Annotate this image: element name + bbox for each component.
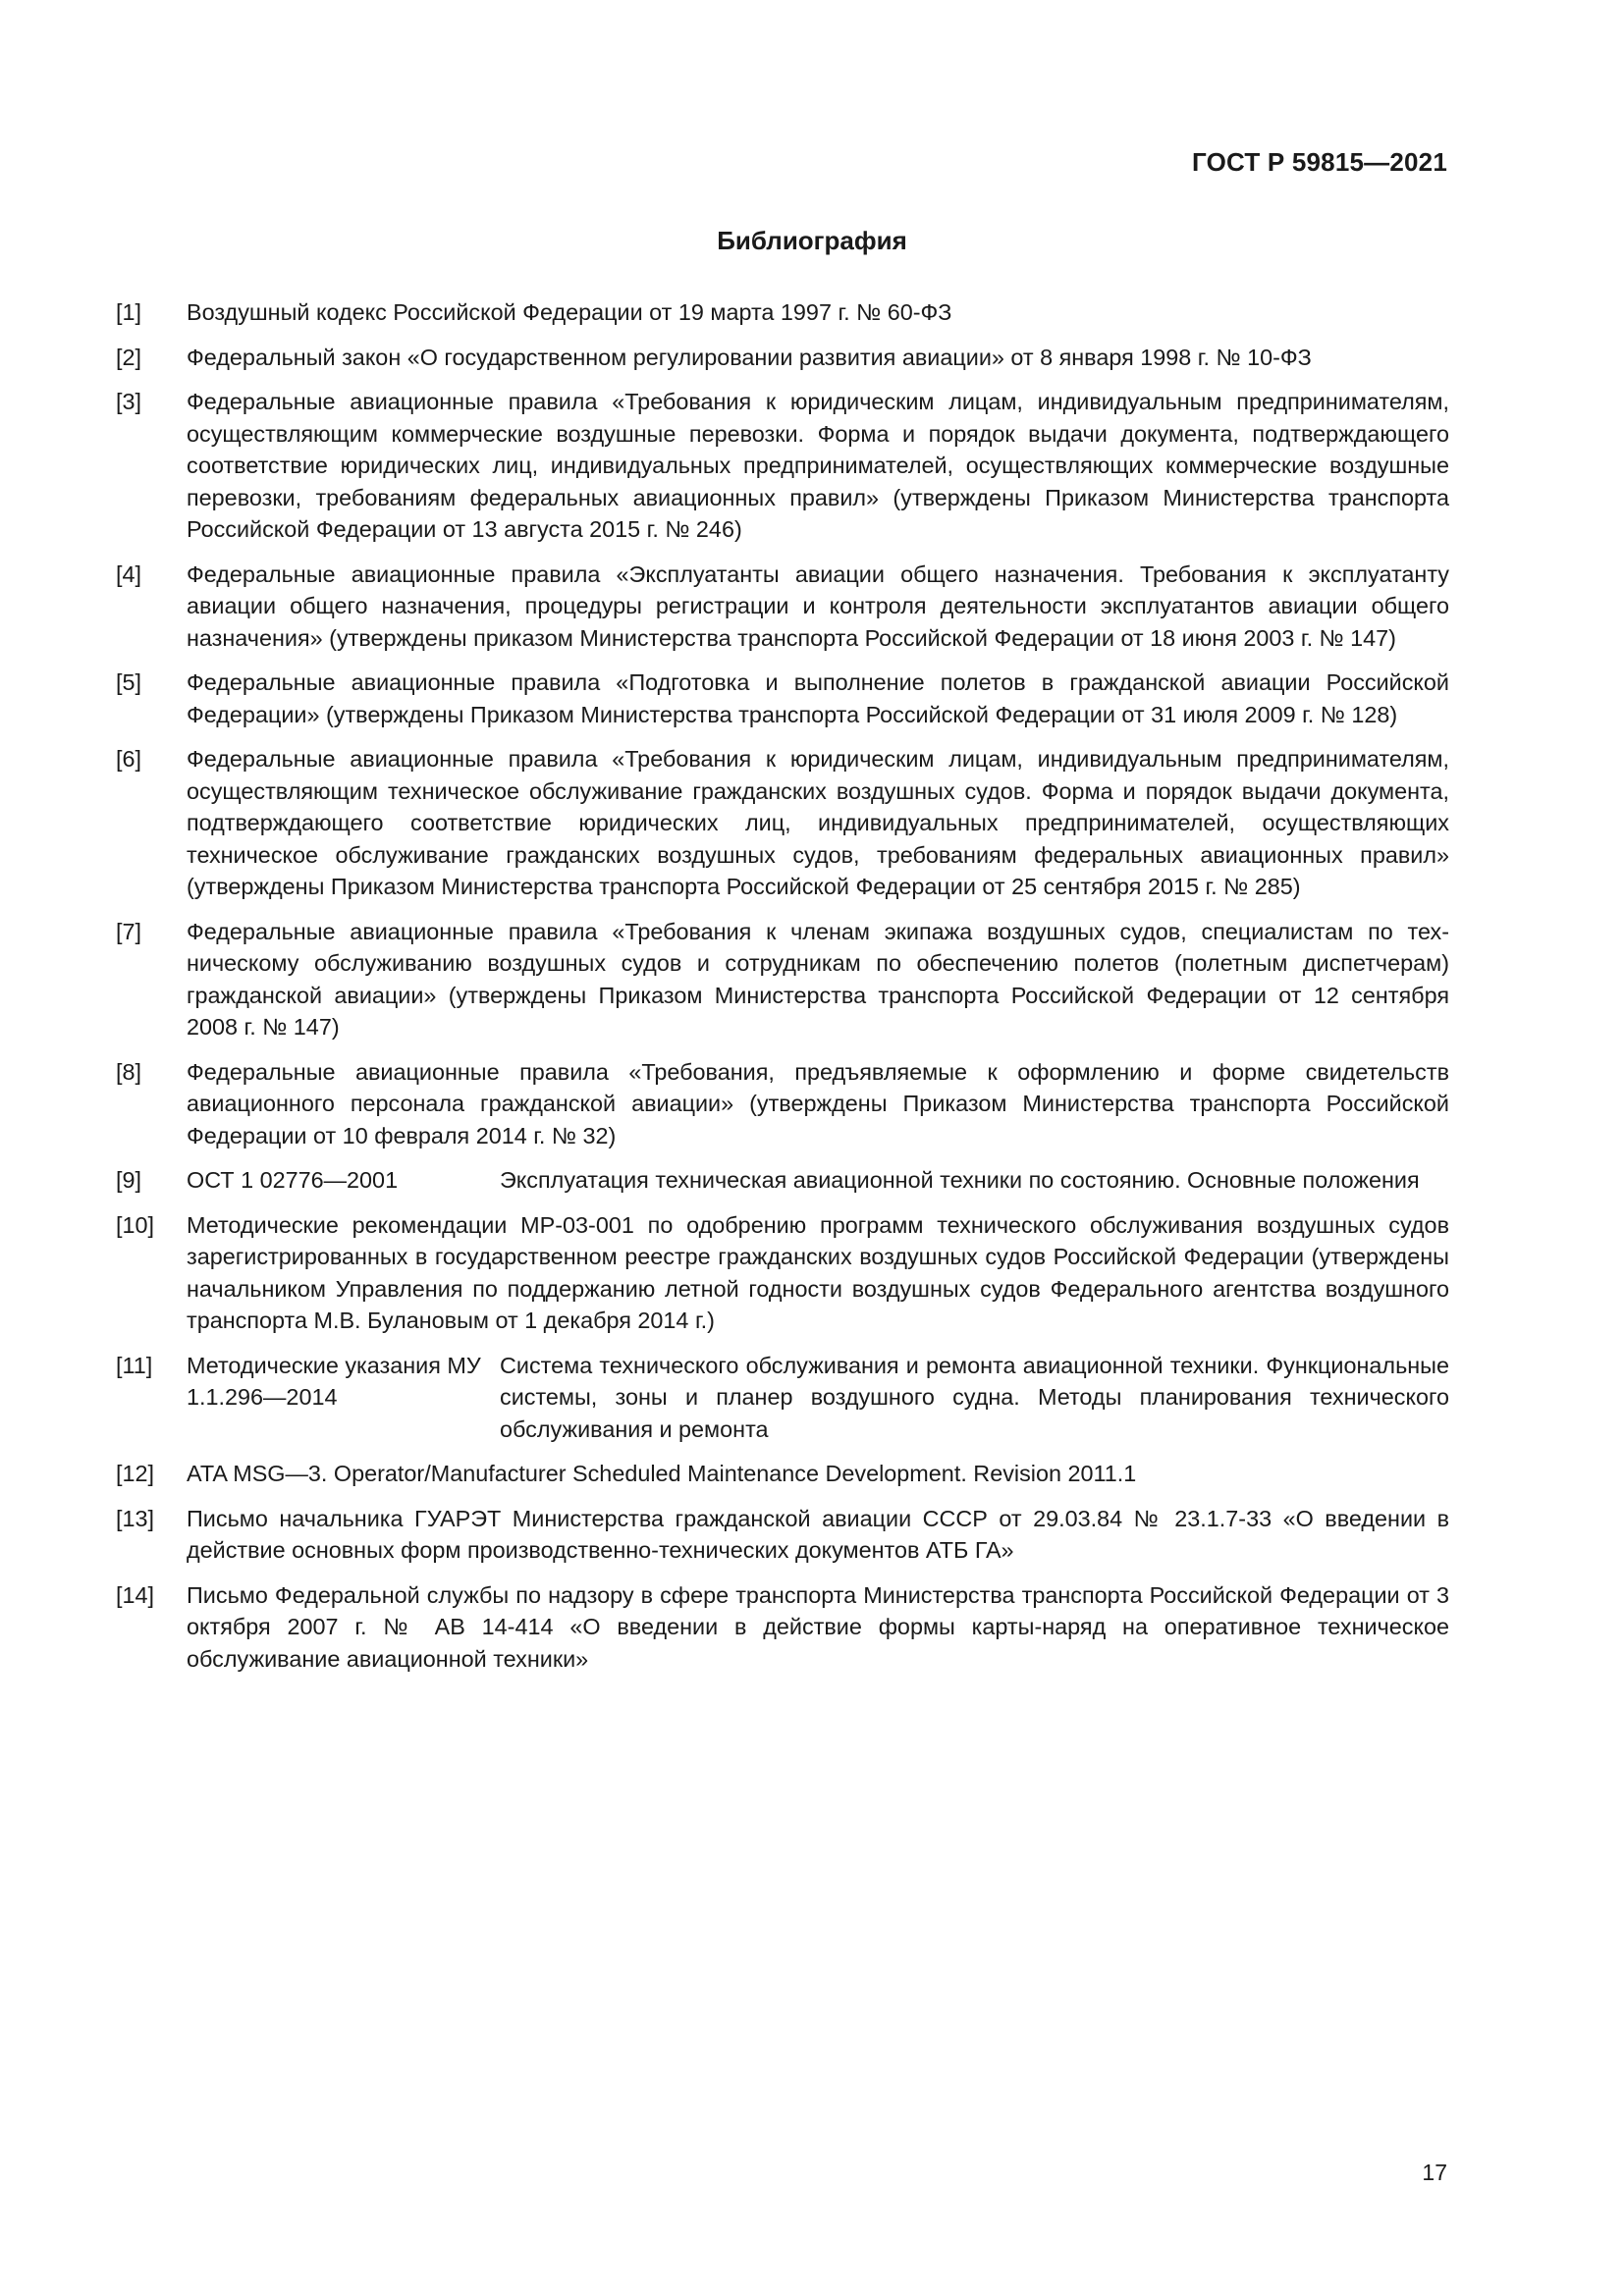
entry-number: [2]: [116, 344, 142, 370]
entry-text: Федеральные авиационные правила «Эксплуатанты авиации общего назначения. Требования к эксплуатанту авиации общего назначения, процедуры регистрации и контроля деятельности эксплуатантов авиации общего назначения» (утверждены приказом Министерства транспорта Российской Федерации от 18 июня 2003 г. № 147): [187, 561, 1449, 651]
entry-number: [1]: [116, 299, 142, 325]
bibliography-entry: [116, 1209, 1449, 1337]
entry-text: Воздушный кодекс Российской Федерации от 19 марта 1997 г. № 60-ФЗ: [187, 299, 952, 325]
bibliography-entry: [116, 1350, 1449, 1446]
bibliography-list: [116, 296, 1449, 1687]
entry-text: Система технического обслуживания и ремонта авиационной техники. Функциональные системы, зоны и планер воздушного судна. Методы планирования технического обслуживания и ремонта: [500, 1352, 1449, 1442]
bibliography-entry: [116, 342, 1449, 374]
bibliography-entry: [116, 386, 1449, 546]
entry-number: [7]: [116, 918, 142, 944]
page-number: 17: [1422, 2160, 1447, 2185]
entry-number: [13]: [116, 1505, 155, 1531]
entry-text: Федеральный закон «О государственном регулировании развития авиации» от 8 января 1998 г. № 10-ФЗ: [187, 344, 1312, 370]
bibliography-entry: [116, 1579, 1449, 1676]
bibliography-entry: [116, 916, 1449, 1043]
entry-number: [11]: [116, 1352, 153, 1378]
entry-number: [3]: [116, 389, 142, 414]
bibliography-entry: [116, 1503, 1449, 1567]
entry-code: Методические указания МУ 1.1.296—2014: [187, 1352, 481, 1410]
entry-text: Федеральные авиационные правила «Требования, предъявляемые к оформлению и форме свидетельств авиационного персонала гражданской авиации» (утверждены Приказом Министерства транспорта Российской Федерации от 10 февраля 2014 г. № 32): [187, 1058, 1449, 1148]
bibliography-entry: [116, 1164, 1449, 1197]
entry-number: [8]: [116, 1058, 142, 1085]
bibliography-entry: [116, 559, 1449, 655]
entry-number: [6]: [116, 746, 142, 772]
bibliography-entry: [116, 1458, 1449, 1490]
entry-text: ATA MSG—3. Operator/Manufacturer Scheduled Maintenance Development. Revision 2011.1: [187, 1461, 1137, 1486]
entry-number: [12]: [116, 1461, 155, 1486]
document-code: ГОСТ Р 59815—2021: [1192, 147, 1447, 177]
entry-text: Письмо начальника ГУАРЭТ Министерства гражданской авиации СССР от 29.03.84 № 23.1.7-33 «О введении в действие основных форм производственно-технических документов АТБ ГА»: [187, 1505, 1449, 1563]
bibliography-entry: [116, 743, 1449, 903]
entry-number: [5]: [116, 669, 142, 695]
entry-number: [14]: [116, 1581, 155, 1608]
bibliography-entry: [116, 296, 1449, 329]
entry-text: Федеральные авиационные правила «Требования к юридическим лицам, индивидуальным предпринимателям, осуществляющим техническое обслуживание гражданских воздушных судов. Форма и порядок выдачи документа, подтверждающего соответствие юридических лиц, индивидуальных предпринимателей, осуществляющих техническое обслуживание гражданских воздушных судов, требованиям федеральных авиационных правил» (утверждены Приказом Министерства транспорта Российской Федерации от 25 сентября 2015 г. № 285): [187, 746, 1449, 899]
entry-number: [10]: [116, 1211, 155, 1238]
entry-text: Федеральные авиационные правила «Требования к членам экипажа воздушных судов, специалистам по техническому обслуживанию воздушных судов и сотрудникам по обеспечению полетов (полетным диспетчерам) гражданской авиации» (утверждены Приказом Министерства транспорта Российской Федерации от 12 сентября 2008 г. № 147): [187, 918, 1449, 1040]
bibliography-entry: [116, 1056, 1449, 1152]
entry-text: Федеральные авиационные правила «Подготовка и выполнение полетов в гражданской авиации Российской Федерации» (утверждены Приказом Министерства транспорта Российской Федерации от 31 июля 2009 г. № 128): [187, 669, 1449, 727]
bibliography-entry: [116, 667, 1449, 730]
entry-number: [4]: [116, 561, 142, 587]
entry-text: Федеральные авиационные правила «Требования к юридическим лицам, индивидуальным предпринимателям, осуществляющим коммерческие воздушные перевозки. Форма и порядок выдачи документа, подтверждающего соответствие юридических лиц, индивидуальных предпринимателей, осуществляющих коммерческие воздушные перевозки, требованиям федеральных авиационных правил» (утверждены Приказом Министерства транспорта Российской Федерации от 13 августа 2015 г. № 246): [187, 389, 1449, 542]
entry-number: [9]: [116, 1167, 142, 1193]
entry-text: Письмо Федеральной службы по надзору в сфере транспорта Министерства транспорта Российской Федерации от 3 октября 2007 г. № АВ 14-414 «О введении в действие формы карты-наряд на оперативное техническое обслуживание авиационной техники»: [187, 1581, 1449, 1672]
entry-code: ОСТ 1 02776—2001: [187, 1167, 399, 1193]
entry-text: Методические рекомендации МР-03-001 по одобрению программ технического обслуживания воздушных судов зарегистрированных в государственном реестре гражданских воздушных судов Российской Федерации (утверждены начальником Управления по поддержанию летной годности воздушных судов Федерального агентства воздушного транспорта М.В. Булановым от 1 декабря 2014 г.): [187, 1211, 1449, 1333]
entry-text: Эксплуатация техническая авиационной техники по состоянию. Основные положения: [500, 1167, 1420, 1193]
section-title: Библиография: [717, 226, 907, 255]
